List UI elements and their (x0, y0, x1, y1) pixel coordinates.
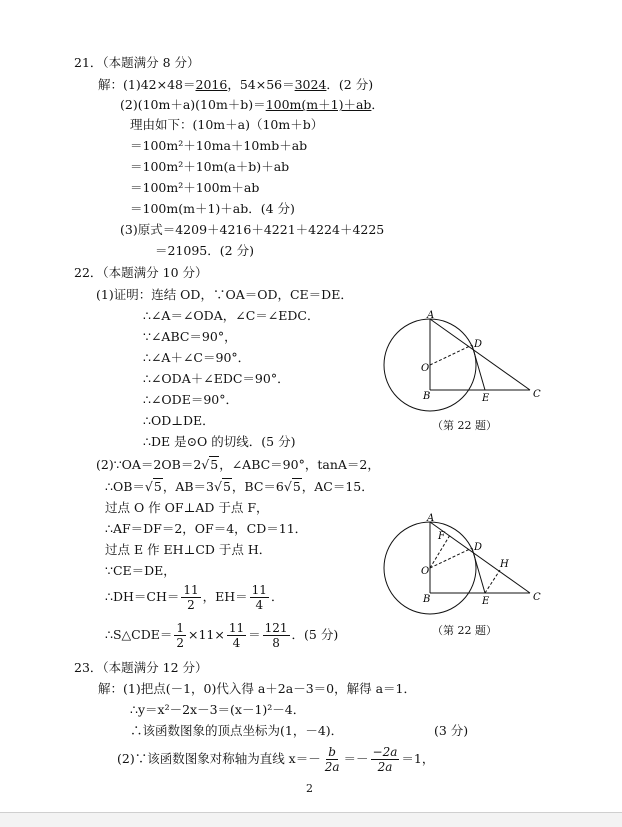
fig1-label-E: E (482, 393, 490, 404)
q22-p1-line8: ∴DE 是⊙O 的切线．(5 分) (143, 434, 296, 449)
q22-p2-line1: (2)∵OA＝2OB＝2√5，∠ABC＝90°，tanA＝2， (96, 457, 380, 472)
q21-line1: 解：(1)42×48＝2016，54×56＝3024．(2 分) (98, 77, 374, 92)
fig2-label-E: E (482, 596, 490, 607)
fig2-label-D: D (474, 542, 483, 553)
q21-line2: (2)(10m＋a)(10m＋b)＝100m(m＋1)＋ab． (120, 97, 384, 112)
q23-line1: 解：(1)把点(－1，0)代入得 a＋2a－3＝0，解得 a＝1． (98, 681, 416, 696)
fig1-label-A: A (427, 310, 435, 321)
q22-header: 22．（本题满分 10 分） (74, 265, 208, 280)
fig1-label-D: D (474, 339, 483, 350)
q21-line4: ＝100m²＋10ma＋10mb＋ab (130, 138, 308, 153)
q21-line3: 理由如下：(10m＋a)（10m＋b） (130, 117, 324, 132)
q22-figure-1-caption: （第 22 题） (432, 419, 497, 432)
q22-p2-line8: ∴S△CDE＝ $\frac{1}{2}$ ×11× $\frac{11}{4}$ ＝ $\frac{121}{8}$ ．(5 分) (105, 621, 339, 650)
q22-p2-line4: ∴AF＝DF＝2，OF＝4，CD＝11． (105, 521, 308, 536)
q22-p2-line6: ∵CE＝DE， (105, 563, 176, 578)
page-number: 2 (306, 782, 313, 795)
q23-line4: (2)∵该函数图象对称轴为直线 x＝－ $\frac{b}{2a}$ ＝－ $\frac{-2a}{2a}$ ＝1， (117, 745, 435, 774)
q21-line9: ＝21095．(2 分) (155, 243, 254, 258)
fig2-label-B: B (423, 594, 431, 605)
q21-header: 21．（本题满分 8 分） (74, 55, 200, 70)
fig1-label-O: O (421, 363, 430, 374)
q22-p1-line1: (1)证明：连结 OD，∵OA＝OD，CE＝DE． (96, 287, 353, 302)
q22-figure-2-caption: （第 22 题） (432, 624, 497, 637)
fig2-label-H: H (500, 559, 509, 570)
q22-p2-line2: ∴OB＝√5，AB＝3√5，BC＝6√5，AC＝15． (105, 479, 374, 494)
q22-p1-line3: ∵∠ABC＝90°， (143, 329, 237, 344)
fig2-label-C: C (533, 592, 541, 603)
q22-p1-line2: ∴∠A＝∠ODA，∠C＝∠EDC． (143, 308, 320, 323)
q23-line2: ∴y＝x²－2x－3＝(x－1)²－4． (130, 702, 306, 717)
q21-line7: ＝100m(m＋1)＋ab．(4 分) (130, 201, 295, 216)
q22-figure-2 (380, 508, 550, 618)
q22-p2-line7: ∴DH＝CH＝ $\frac{11}{2}$ ，EH＝ $\frac{11}{4}$ ． (105, 583, 284, 612)
q21-line5: ＝100m²＋10m(a＋b)＋ab (130, 159, 290, 174)
q23-line3-score: (3 分) (434, 723, 469, 738)
bottom-strip (0, 813, 622, 827)
q22-p1-line6: ∴∠ODE＝90°． (143, 392, 238, 407)
q22-p1-line5: ∴∠ODA＋∠EDC＝90°． (143, 371, 290, 386)
fig2-label-O: O (421, 566, 430, 577)
q22-figure-1 (380, 305, 550, 415)
q23-header: 23．（本题满分 12 分） (74, 660, 208, 675)
q22-p2-line3: 过点 O 作 OF⊥AD 于点 F， (105, 500, 269, 515)
fig1-label-C: C (533, 389, 541, 400)
q21-line6: ＝100m²＋100m＋ab (130, 180, 260, 195)
q23-line3: ∴该函数图象的顶点坐标为(1，－4)． (130, 723, 344, 738)
fig2-label-F: F (438, 531, 445, 542)
fig1-label-B: B (423, 391, 431, 402)
q21-line8: (3)原式＝4209＋4216＋4221＋4224＋4225 (120, 222, 385, 237)
fig2-label-A: A (427, 513, 435, 524)
q22-p2-line5: 过点 E 作 EH⊥CD 于点 H． (105, 542, 272, 557)
q22-p1-line4: ∴∠A＋∠C＝90°． (143, 350, 251, 365)
q22-p1-line7: ∴OD⊥DE． (143, 413, 215, 428)
